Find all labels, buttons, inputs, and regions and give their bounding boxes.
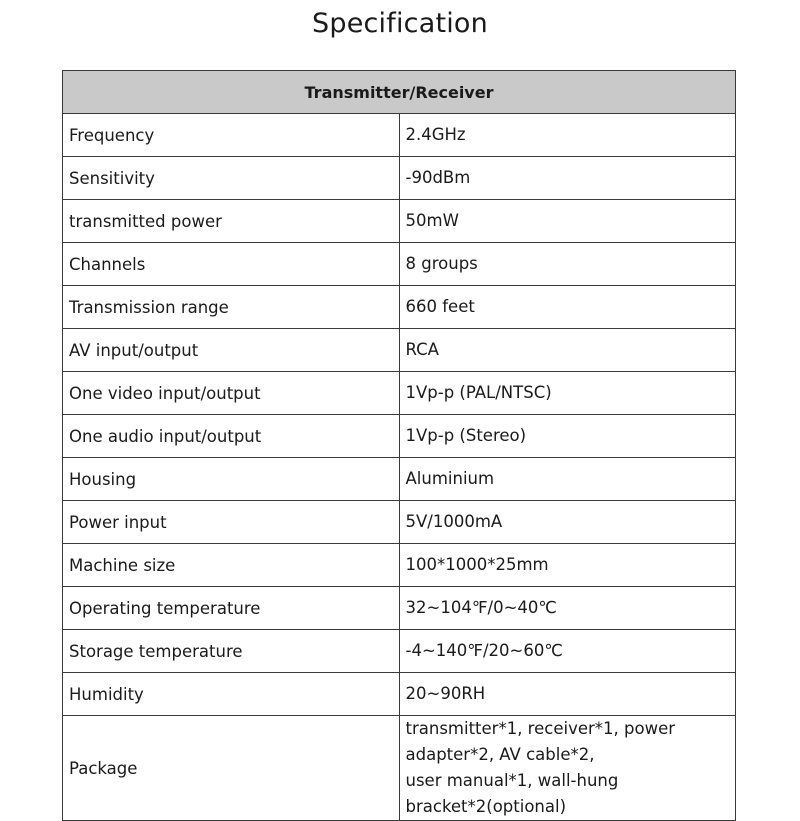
spec-value: 50mW: [399, 200, 736, 243]
package-line-2: user manual*1, wall-hung bracket*2(optional): [405, 771, 619, 816]
spec-value: 32~104℉/0~40℃: [399, 587, 736, 630]
spec-label: Operating temperature: [63, 587, 400, 630]
package-line-1: transmitter*1, receiver*1, power adapter*2, AV cable*2,: [405, 719, 676, 764]
table-row-video-input-output: [63, 372, 736, 415]
table-row-channels: [63, 243, 736, 286]
table-row-machine-size: [63, 544, 736, 587]
spec-table: [62, 70, 736, 821]
spec-label: One audio input/output: [63, 415, 400, 458]
table-row-housing: [63, 458, 736, 501]
page-title: Specification: [312, 8, 488, 39]
table-row-transmitted-power: [63, 200, 736, 243]
spec-label: Frequency: [63, 114, 400, 157]
table-row-power-input: [63, 501, 736, 544]
table-row-humidity: [63, 673, 736, 716]
spec-value: 100*1000*25mm: [399, 544, 736, 587]
spec-value: 20~90RH: [399, 673, 736, 716]
table-row-frequency: [63, 114, 736, 157]
spec-label: Power input: [63, 501, 400, 544]
spec-value: 5V/1000mA: [399, 501, 736, 544]
spec-value: [399, 716, 736, 821]
spec-value: 1Vp-p (PAL/NTSC): [399, 372, 736, 415]
spec-label: Humidity: [63, 673, 400, 716]
table-header: Transmitter/Receiver: [63, 71, 736, 114]
spec-label: One video input/output: [63, 372, 400, 415]
spec-value: -90dBm: [399, 157, 736, 200]
table-row-storage-temperature: [63, 630, 736, 673]
spec-value: 2.4GHz: [399, 114, 736, 157]
table-row-av-input-output: [63, 329, 736, 372]
table-row-audio-input-output: [63, 415, 736, 458]
spec-label: Package: [63, 716, 400, 821]
spec-label: Sensitivity: [63, 157, 400, 200]
spec-label: Transmission range: [63, 286, 400, 329]
table-header-row: [63, 71, 736, 114]
spec-label: Machine size: [63, 544, 400, 587]
spec-label: Storage temperature: [63, 630, 400, 673]
table-row-package: [63, 716, 736, 821]
spec-value: Aluminium: [399, 458, 736, 501]
spec-label: Housing: [63, 458, 400, 501]
table-row-transmission-range: [63, 286, 736, 329]
spec-value: RCA: [399, 329, 736, 372]
spec-label: AV input/output: [63, 329, 400, 372]
table-row-operating-temperature: [63, 587, 736, 630]
spec-value: 1Vp-p (Stereo): [399, 415, 736, 458]
spec-label: Channels: [63, 243, 400, 286]
spec-label: transmitted power: [63, 200, 400, 243]
spec-value: -4~140℉/20~60℃: [399, 630, 736, 673]
table-row-sensitivity: [63, 157, 736, 200]
spec-value: 660 feet: [399, 286, 736, 329]
spec-value: 8 groups: [399, 243, 736, 286]
